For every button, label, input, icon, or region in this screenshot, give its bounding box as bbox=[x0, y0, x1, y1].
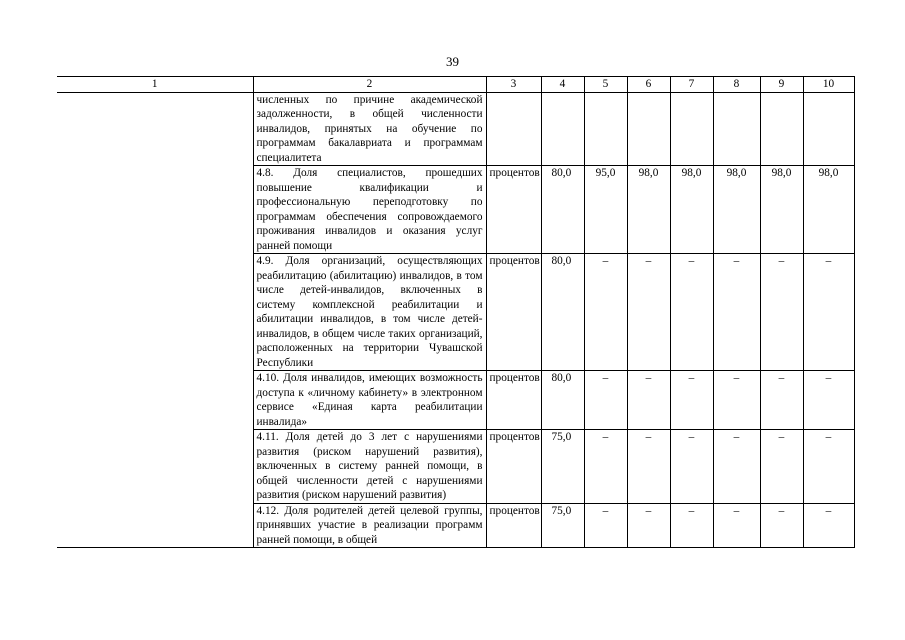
value-cell: – bbox=[803, 503, 854, 548]
value-cell bbox=[713, 92, 760, 166]
value-cell: – bbox=[670, 254, 713, 371]
value-cell: – bbox=[627, 254, 670, 371]
indicator-unit: процентов bbox=[486, 166, 541, 254]
value-cell: 95,0 bbox=[584, 166, 627, 254]
indicator-description: численных по причине академической задолженности, в общей численности инвалидов, принятых на обучение по программам бакалавриата и программам специалитета bbox=[253, 92, 486, 166]
value-cell bbox=[670, 92, 713, 166]
indicator-unit: процентов bbox=[486, 503, 541, 548]
header-cell: 7 bbox=[670, 77, 713, 93]
table-row bbox=[57, 92, 854, 166]
value-cell: 98,0 bbox=[760, 166, 803, 254]
value-cell: – bbox=[584, 503, 627, 548]
value-cell: – bbox=[713, 371, 760, 430]
row-section-cell bbox=[57, 92, 253, 166]
value-cell: – bbox=[627, 430, 670, 504]
header-cell: 8 bbox=[713, 77, 760, 93]
header-row bbox=[57, 77, 854, 93]
value-cell bbox=[803, 92, 854, 166]
value-cell: – bbox=[803, 371, 854, 430]
header-cell: 2 bbox=[253, 77, 486, 93]
row-section-cell bbox=[57, 430, 253, 504]
value-cell: – bbox=[627, 503, 670, 548]
value-cell: 98,0 bbox=[803, 166, 854, 254]
value-cell bbox=[541, 92, 584, 166]
value-cell: – bbox=[713, 254, 760, 371]
value-cell: – bbox=[760, 503, 803, 548]
value-cell: – bbox=[760, 430, 803, 504]
header-cell: 4 bbox=[541, 77, 584, 93]
indicator-description: 4.9. Доля организаций, осуществляющих реабилитацию (абилитацию) инвалидов, в том числе детей-инвалидов, включенных в систему комплексной реабилитации и абилитации инвалидов, в том числе детей-инвалидов, в общем числе таких организаций, расположенных на территории Чувашской Республики bbox=[253, 254, 486, 371]
value-cell: 98,0 bbox=[670, 166, 713, 254]
header-cell: 1 bbox=[57, 77, 253, 93]
indicator-unit bbox=[486, 92, 541, 166]
table-row bbox=[57, 254, 854, 371]
value-cell bbox=[584, 92, 627, 166]
table-row bbox=[57, 430, 854, 504]
value-cell: – bbox=[670, 503, 713, 548]
value-cell: – bbox=[760, 254, 803, 371]
table-row bbox=[57, 371, 854, 430]
row-section-cell bbox=[57, 254, 253, 371]
value-cell: – bbox=[670, 371, 713, 430]
header-cell: 6 bbox=[627, 77, 670, 93]
value-cell: 75,0 bbox=[541, 503, 584, 548]
indicators-table bbox=[57, 76, 855, 548]
row-section-cell bbox=[57, 166, 253, 254]
value-cell: – bbox=[760, 371, 803, 430]
indicator-unit: процентов bbox=[486, 430, 541, 504]
page-number: 39 bbox=[446, 54, 459, 69]
value-cell: – bbox=[584, 371, 627, 430]
value-cell: – bbox=[584, 254, 627, 371]
value-cell: – bbox=[803, 254, 854, 371]
value-cell bbox=[760, 92, 803, 166]
row-section-cell bbox=[57, 371, 253, 430]
value-cell: – bbox=[584, 430, 627, 504]
value-cell bbox=[627, 92, 670, 166]
value-cell: 98,0 bbox=[713, 166, 760, 254]
indicator-description: 4.8. Доля специалистов, прошедших повышение квалификации и профессиональную переподготовку по программам обеспечения сопровождаемого проживания инвалидов и оказания услуг ранней помощи bbox=[253, 166, 486, 254]
value-cell: 80,0 bbox=[541, 254, 584, 371]
value-cell: – bbox=[670, 430, 713, 504]
value-cell: 75,0 bbox=[541, 430, 584, 504]
value-cell: 98,0 bbox=[627, 166, 670, 254]
value-cell: – bbox=[803, 430, 854, 504]
indicator-unit: процентов bbox=[486, 371, 541, 430]
table-row bbox=[57, 503, 854, 548]
indicator-description: 4.11. Доля детей до 3 лет с нарушениями развития (риском нарушений развития), включенных в систему ранней помощи, в общей численности детей с нарушениями развития (риском нарушений развития) bbox=[253, 430, 486, 504]
indicator-unit: процентов bbox=[486, 254, 541, 371]
value-cell: 80,0 bbox=[541, 166, 584, 254]
value-cell: – bbox=[713, 503, 760, 548]
value-cell: – bbox=[713, 430, 760, 504]
header-cell: 3 bbox=[486, 77, 541, 93]
table-row bbox=[57, 166, 854, 254]
value-cell: – bbox=[627, 371, 670, 430]
indicator-description: 4.12. Доля родителей детей целевой группы, принявших участие в реализации программ ранней помощи, в общей bbox=[253, 503, 486, 548]
indicator-description: 4.10. Доля инвалидов, имеющих возможность доступа к «личному кабинету» в электронном сервисе «Единая карта реабилитации инвалида» bbox=[253, 371, 486, 430]
header-cell: 10 bbox=[803, 77, 854, 93]
row-section-cell bbox=[57, 503, 253, 548]
header-cell: 9 bbox=[760, 77, 803, 93]
header-cell: 5 bbox=[584, 77, 627, 93]
value-cell: 80,0 bbox=[541, 371, 584, 430]
